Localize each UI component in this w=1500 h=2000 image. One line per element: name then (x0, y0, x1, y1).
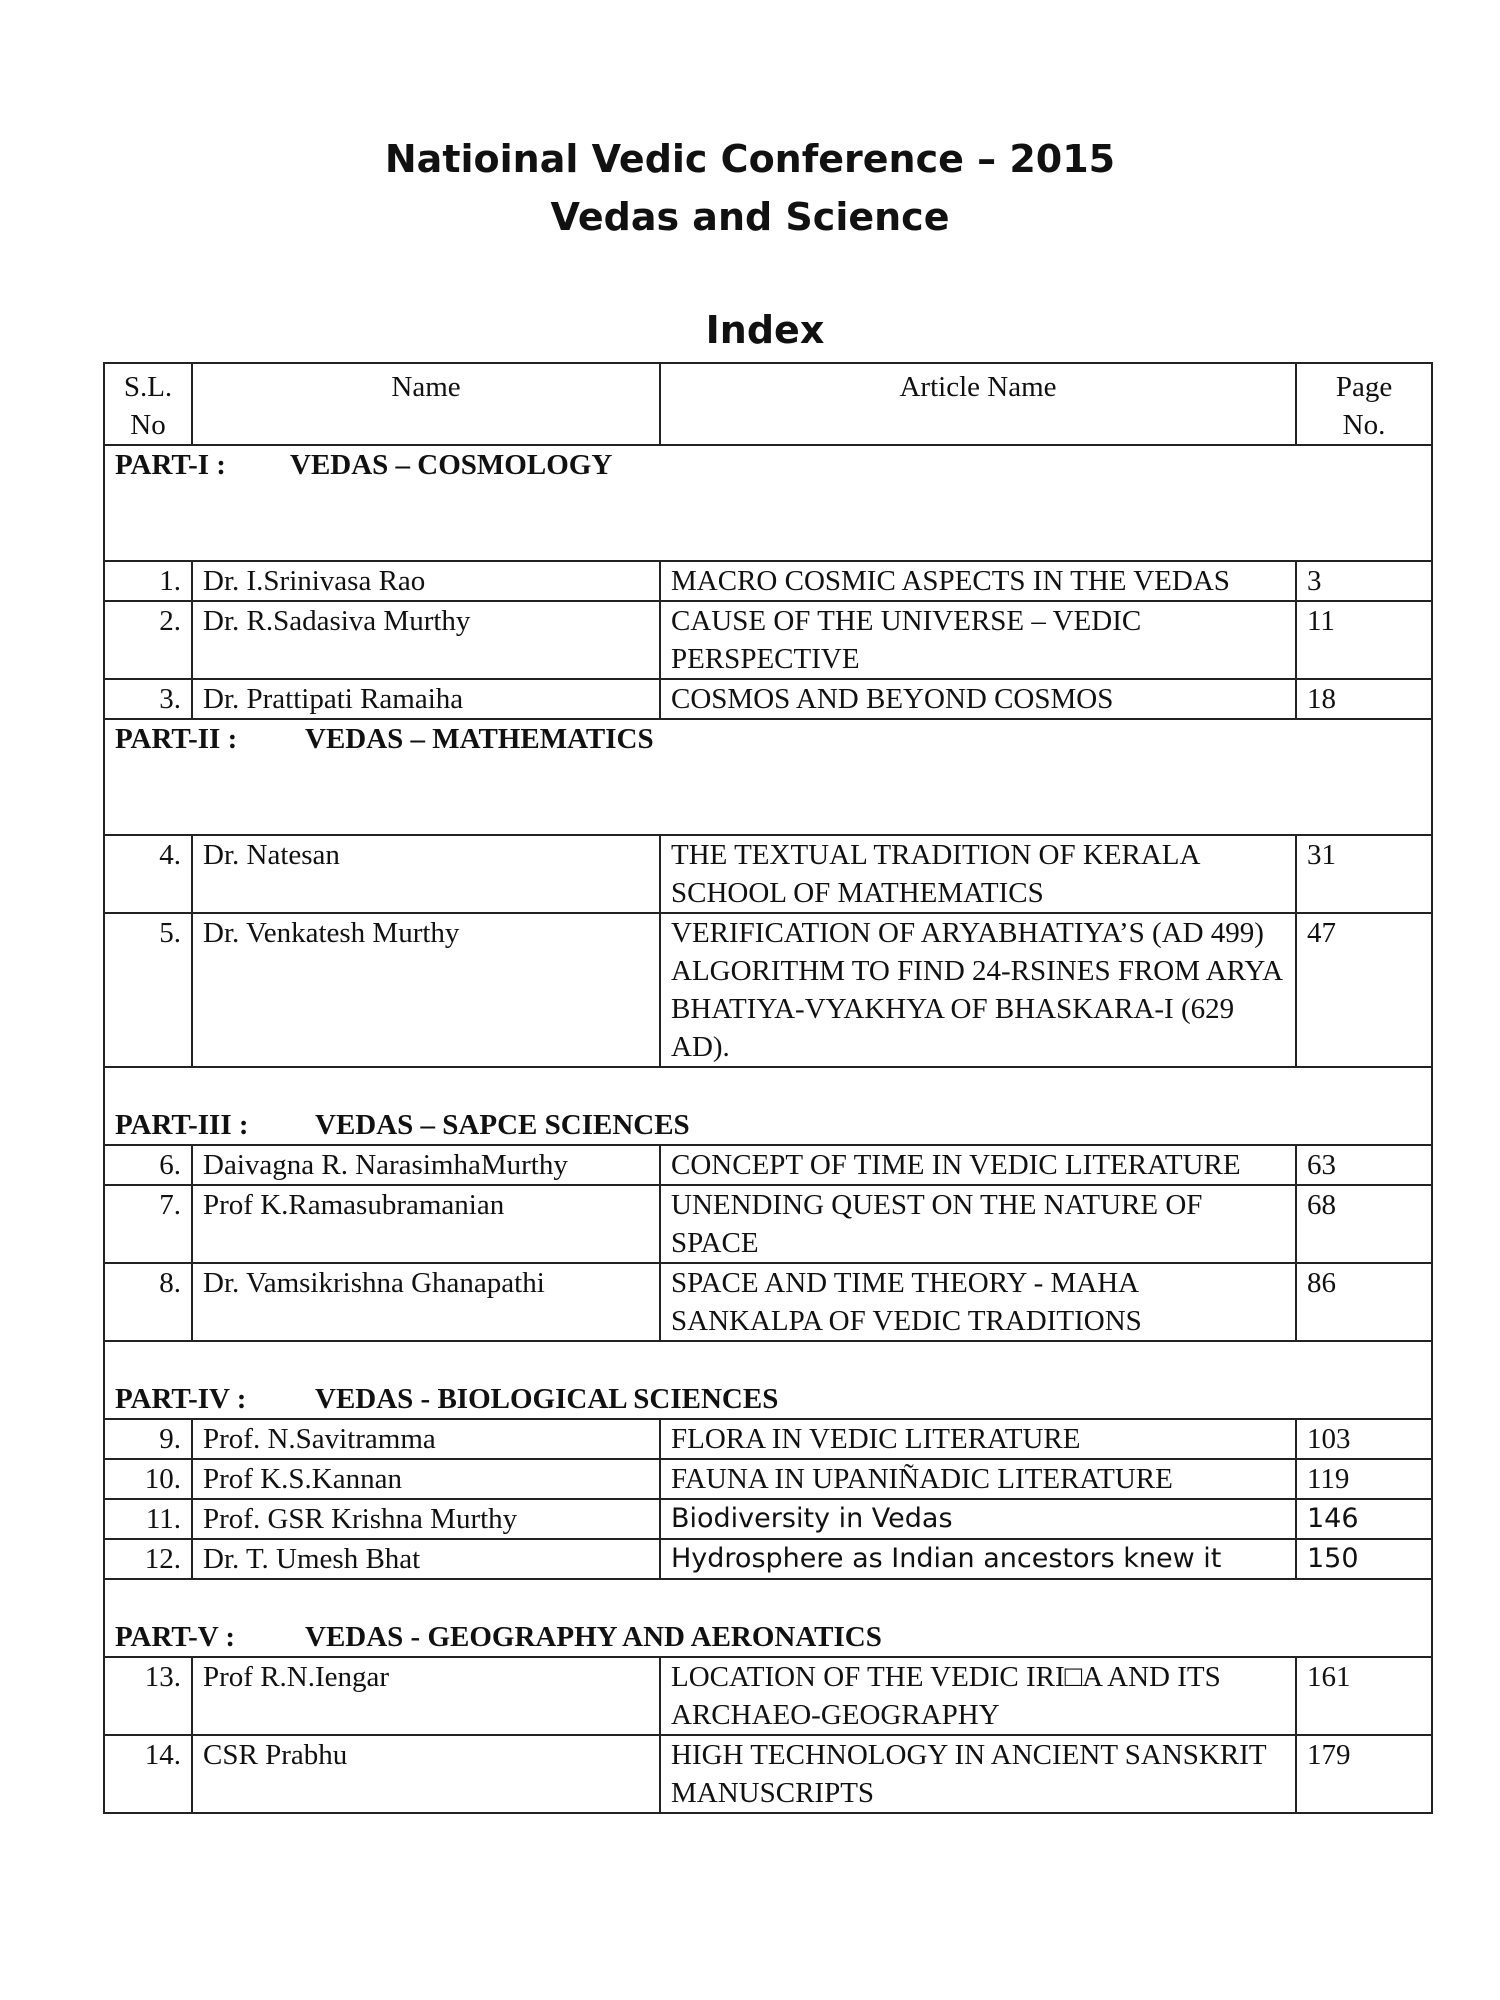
index-table (103, 362, 1433, 1814)
column-header-name: Name (192, 363, 660, 445)
column-header-sl: S.L. No (104, 363, 192, 445)
part-heading-row (104, 1579, 1432, 1657)
author-name: Daivagna R. NarasimhaMurthy (192, 1145, 660, 1185)
table-row (104, 679, 1432, 719)
author-name: Dr. I.Srinivasa Rao (192, 561, 660, 601)
sl-number: 3. (104, 679, 192, 719)
table-row (104, 913, 1432, 1067)
conference-title (0, 130, 1500, 246)
author-name: Dr. Venkatesh Murthy (192, 913, 660, 1067)
sl-number: 11. (104, 1499, 192, 1539)
table-row (104, 1185, 1432, 1263)
table-row (104, 1735, 1432, 1813)
table-row (104, 1145, 1432, 1185)
article-name: Biodiversity in Vedas (660, 1499, 1296, 1539)
table-row (104, 1459, 1432, 1499)
page-number: 150 (1296, 1539, 1432, 1579)
part-label: PART-III : (115, 1109, 249, 1141)
table-row (104, 601, 1432, 679)
sl-number: 2. (104, 601, 192, 679)
part-title: VEDAS - GEOGRAPHY AND AERONATICS (305, 1621, 882, 1653)
article-name: COSMOS AND BEYOND COSMOS (660, 679, 1296, 719)
author-name: Prof R.N.Iengar (192, 1657, 660, 1735)
page-number: 11 (1296, 601, 1432, 679)
sl-number: 5. (104, 913, 192, 1067)
author-name: Dr. Natesan (192, 835, 660, 913)
table-row (104, 1657, 1432, 1735)
sl-number: 9. (104, 1419, 192, 1459)
page-number: 146 (1296, 1499, 1432, 1539)
article-name: THE TEXTUAL TRADITION OF KERALA SCHOOL OF MATHEMATICS (660, 835, 1296, 913)
part-title: VEDAS – COSMOLOGY (290, 449, 613, 481)
author-name: Prof K.S.Kannan (192, 1459, 660, 1499)
sl-number: 14. (104, 1735, 192, 1813)
author-name: Dr. Vamsikrishna Ghanapathi (192, 1263, 660, 1341)
part-heading (104, 1579, 1432, 1657)
part-title: VEDAS – MATHEMATICS (305, 723, 654, 755)
page-number: 68 (1296, 1185, 1432, 1263)
title-line-2: Vedas and Science (550, 195, 950, 239)
article-name: CONCEPT OF TIME IN VEDIC LITERATURE (660, 1145, 1296, 1185)
author-name: Dr. R.Sadasiva Murthy (192, 601, 660, 679)
sl-number: 12. (104, 1539, 192, 1579)
page-number: 63 (1296, 1145, 1432, 1185)
sl-number: 10. (104, 1459, 192, 1499)
sl-number: 8. (104, 1263, 192, 1341)
table-header-row (104, 363, 1432, 445)
article-name: FAUNA IN UPANIÑADIC LITERATURE (660, 1459, 1296, 1499)
author-name: Prof. N.Savitramma (192, 1419, 660, 1459)
author-name: Dr. T. Umesh Bhat (192, 1539, 660, 1579)
article-name: SPACE AND TIME THEORY - MAHA SANKALPA OF VEDIC TRADITIONS (660, 1263, 1296, 1341)
part-heading-row (104, 445, 1432, 561)
table-row (104, 835, 1432, 913)
part-heading (104, 719, 1432, 835)
author-name: Prof K.Ramasubramanian (192, 1185, 660, 1263)
part-heading (104, 445, 1432, 561)
part-title: VEDAS - BIOLOGICAL SCIENCES (315, 1383, 779, 1415)
page-number: 18 (1296, 679, 1432, 719)
article-name: CAUSE OF THE UNIVERSE – VEDIC PERSPECTIVE (660, 601, 1296, 679)
page-number: 161 (1296, 1657, 1432, 1735)
column-header-page: Page No. (1296, 363, 1432, 445)
table-row (104, 1499, 1432, 1539)
table-row (104, 561, 1432, 601)
part-heading-row (104, 1067, 1432, 1145)
title-line-1: Natioinal Vedic Conference – 2015 (384, 137, 1116, 181)
article-name: HIGH TECHNOLOGY IN ANCIENT SANSKRIT MANUSCRIPTS (660, 1735, 1296, 1813)
article-name: FLORA IN VEDIC LITERATURE (660, 1419, 1296, 1459)
page-number: 119 (1296, 1459, 1432, 1499)
article-name: LOCATION OF THE VEDIC IRI□A AND ITS ARCHAEO-GEOGRAPHY (660, 1657, 1296, 1735)
table-row (104, 1419, 1432, 1459)
author-name: CSR Prabhu (192, 1735, 660, 1813)
page-number: 3 (1296, 561, 1432, 601)
part-heading (104, 1067, 1432, 1145)
page-number: 179 (1296, 1735, 1432, 1813)
table-row (104, 1539, 1432, 1579)
part-heading-row (104, 719, 1432, 835)
sl-number: 1. (104, 561, 192, 601)
author-name: Prof. GSR Krishna Murthy (192, 1499, 660, 1539)
sl-number: 7. (104, 1185, 192, 1263)
page-number: 86 (1296, 1263, 1432, 1341)
part-heading (104, 1341, 1432, 1419)
page-number: 103 (1296, 1419, 1432, 1459)
column-header-article: Article Name (660, 363, 1296, 445)
page-number: 31 (1296, 835, 1432, 913)
index-heading: Index (705, 308, 825, 352)
article-name: VERIFICATION OF ARYABHATIYA’S (AD 499) ALGORITHM TO FIND 24-RSINES FROM ARYA BHATIYA-VYAKHYA OF BHASKARA-I (629 AD). (660, 913, 1296, 1067)
article-name: UNENDING QUEST ON THE NATURE OF SPACE (660, 1185, 1296, 1263)
author-name: Dr. Prattipati Ramaiha (192, 679, 660, 719)
article-name: Hydrosphere as Indian ancestors knew it (660, 1539, 1296, 1579)
part-label: PART-I : (115, 449, 226, 481)
part-label: PART-IV : (115, 1383, 247, 1415)
article-name: MACRO COSMIC ASPECTS IN THE VEDAS (660, 561, 1296, 601)
part-label: PART-V : (115, 1621, 236, 1653)
part-heading-row (104, 1341, 1432, 1419)
sl-number: 6. (104, 1145, 192, 1185)
part-title: VEDAS – SAPCE SCIENCES (315, 1109, 690, 1141)
table-row (104, 1263, 1432, 1341)
sl-number: 13. (104, 1657, 192, 1735)
part-label: PART-II : (115, 723, 238, 755)
page-number: 47 (1296, 913, 1432, 1067)
sl-number: 4. (104, 835, 192, 913)
